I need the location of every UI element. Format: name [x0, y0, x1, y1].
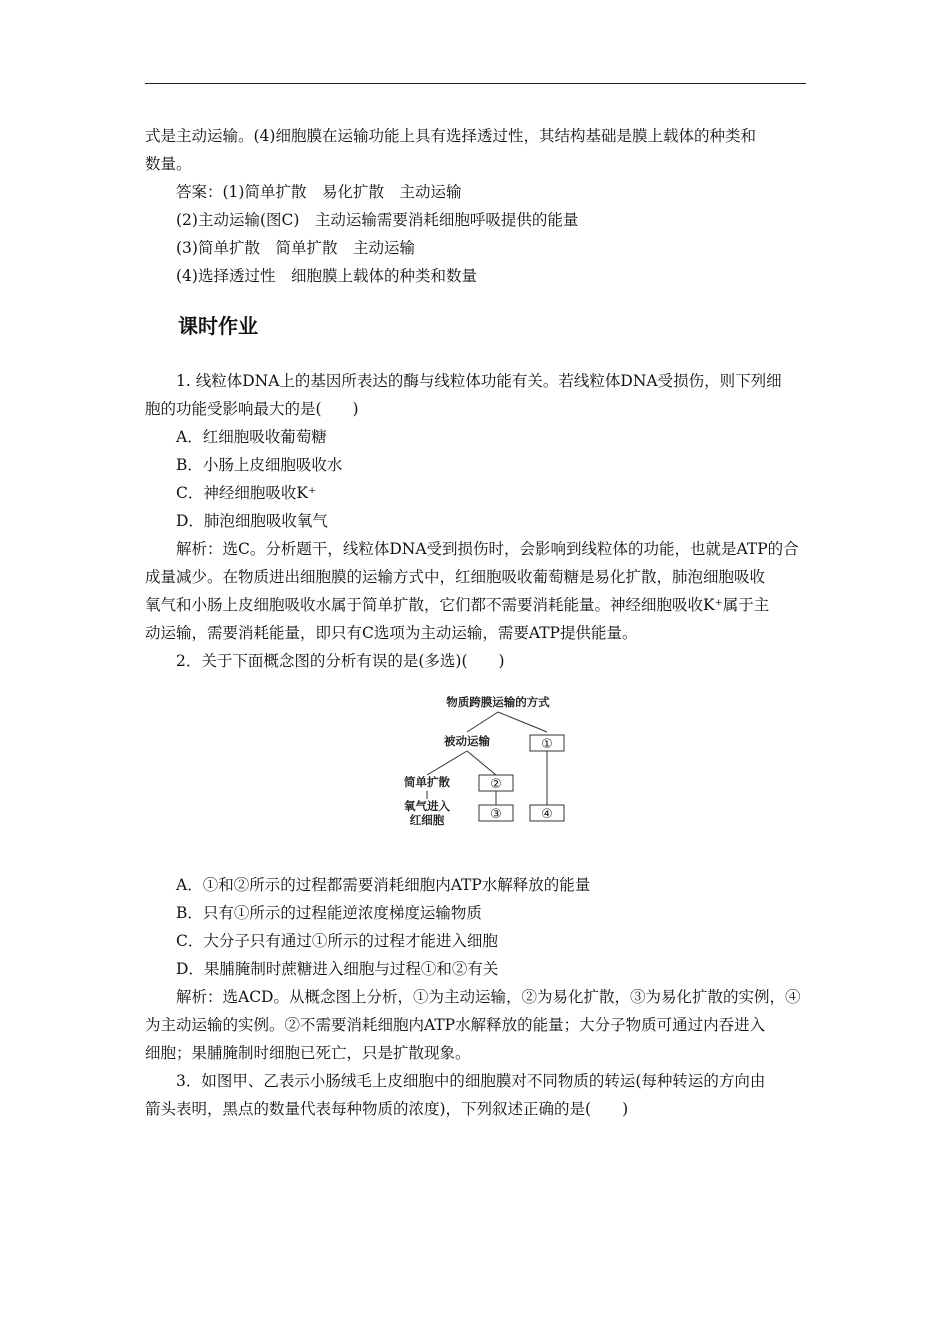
- text-line: 数量。: [145, 155, 192, 173]
- diagram-box-1-label: ①: [541, 737, 553, 752]
- answer-line: (3)简单扩散 简单扩散 主动运输: [176, 239, 415, 257]
- section-title: 课时作业: [178, 314, 258, 338]
- diagram-connector: [498, 712, 547, 732]
- option-c: C．大分子只有通过①所示的过程才能进入细胞: [176, 932, 498, 950]
- question-1-stem: 1. 线粒体DNA上的基因所表达的酶与线粒体功能有关。若线粒体DNA受损伤，则下列细: [176, 372, 782, 390]
- diagram-example-label: 氧气进入: [404, 799, 450, 813]
- question-3-stem: 箭头表明，黑点的数量代表每种物质的浓度)，下列叙述正确的是( ): [145, 1100, 629, 1118]
- option-c: C．神经细胞吸收K⁺: [176, 484, 317, 502]
- question-2-stem: 2．关于下面概念图的分析有误的是(多选)( ): [176, 652, 505, 670]
- diagram-box-3-label: ③: [490, 807, 502, 822]
- answer-line: (4)选择透过性 细胞膜上载体的种类和数量: [176, 267, 477, 285]
- option-d: D．果脯腌制时蔗糖进入细胞与过程①和②有关: [176, 960, 499, 978]
- diagram-root-label: 物质跨膜运输的方式: [446, 695, 550, 709]
- explanation-line: 解析：选ACD。从概念图上分析，①为主动运输，②为易化扩散，③为易化扩散的实例，④: [176, 988, 801, 1006]
- diagram-passive-label: 被动运输: [444, 734, 490, 748]
- diagram-example-label: 红细胞: [409, 813, 445, 827]
- diagram-box-2-label: ②: [490, 777, 502, 792]
- answer-line: 答案：(1)简单扩散 易化扩散 主动运输: [176, 183, 462, 201]
- explanation-line: 氧气和小肠上皮细胞吸收水属于简单扩散，它们都不需要消耗能量。神经细胞吸收K⁺属于主: [145, 596, 770, 614]
- option-d: D．肺泡细胞吸收氧气: [176, 512, 328, 530]
- question-1-stem: 胞的功能受影响最大的是( ): [145, 400, 359, 418]
- explanation-line: 动运输，需要消耗能量，即只有C选项为主动运输，需要ATP提供能量。: [145, 624, 638, 642]
- diagram-connector: [467, 712, 498, 732]
- diagram-connector: [467, 751, 496, 775]
- document-body: [145, 122, 806, 1123]
- concept-map-svg: [398, 689, 573, 839]
- option-b: B．小肠上皮细胞吸收水: [176, 456, 343, 474]
- explanation-line: 为主动运输的实例。②不需要消耗细胞内ATP水解释放的能量；大分子物质可通过内吞进入: [145, 1016, 766, 1034]
- answer-line: (2)主动运输(图C) 主动运输需要消耗细胞呼吸提供的能量: [176, 211, 579, 229]
- text-line: 式是主动运输。(4)细胞膜在运输功能上具有选择透过性，其结构基础是膜上载体的种类和: [145, 127, 756, 145]
- header-rule: [145, 83, 806, 84]
- option-a: A．①和②所示的过程都需要消耗细胞内ATP水解释放的能量: [176, 876, 591, 894]
- diagram-connector: [427, 751, 467, 775]
- concept-diagram: [145, 689, 806, 857]
- diagram-simple-label: 简单扩散: [404, 775, 450, 789]
- diagram-box-4-label: ④: [541, 807, 553, 822]
- explanation-line: 解析：选C。分析题干，线粒体DNA受到损伤时，会影响到线粒体的功能，也就是ATP的合: [176, 540, 799, 558]
- explanation-line: 成量减少。在物质进出细胞膜的运输方式中，红细胞吸收葡萄糖是易化扩散，肺泡细胞吸收: [145, 568, 766, 586]
- question-3-stem: 3．如图甲、乙表示小肠绒毛上皮细胞中的细胞膜对不同物质的转运(每种转运的方向由: [176, 1072, 766, 1090]
- option-a: A．红细胞吸收葡萄糖: [176, 428, 327, 446]
- option-b: B．只有①所示的过程能逆浓度梯度运输物质: [176, 904, 482, 922]
- explanation-line: 细胞；果脯腌制时细胞已死亡，只是扩散现象。: [145, 1044, 471, 1062]
